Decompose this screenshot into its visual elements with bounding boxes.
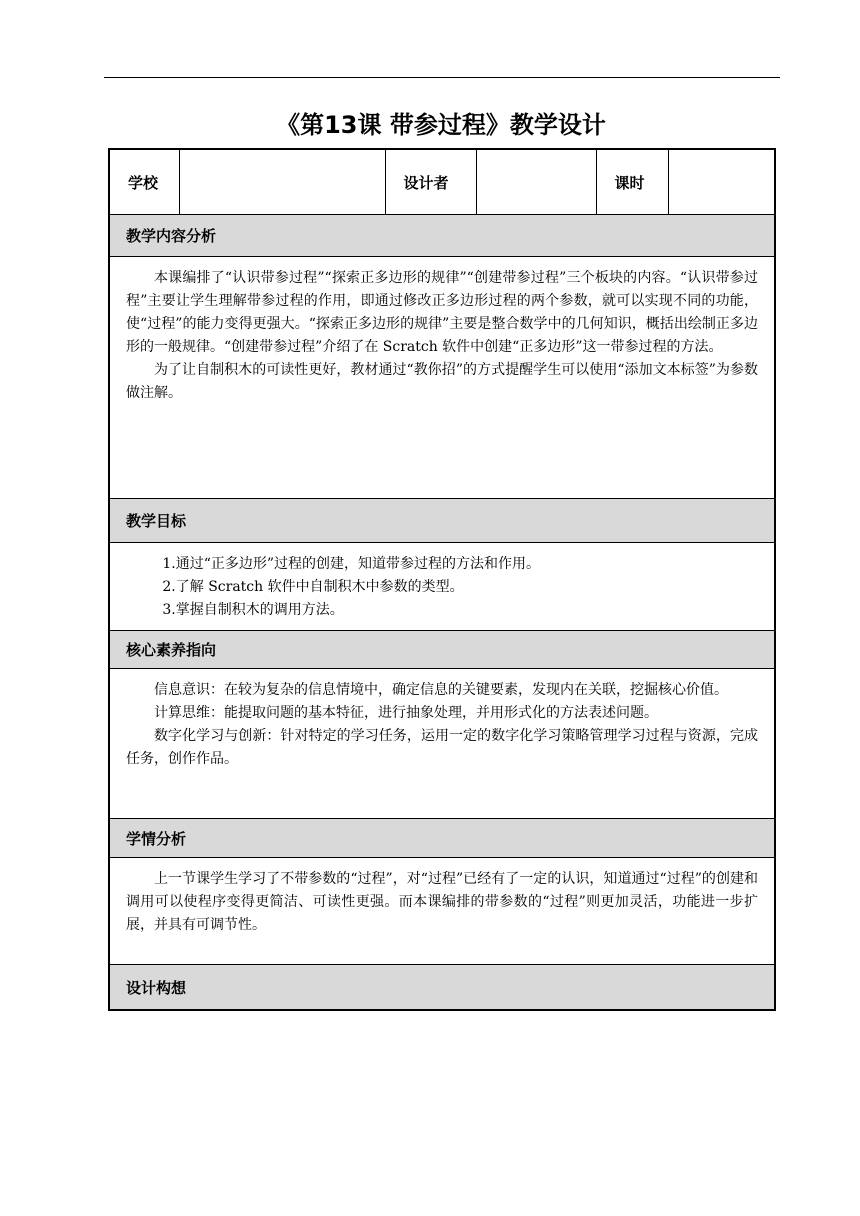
objectives-body-row <box>109 543 775 631</box>
content-analysis-paragraph: 为了让自制积木的可读性更好，教材通过“教你招”的方式提醒学生可以使用“添加文本标签”为参数做注解。 <box>126 362 758 401</box>
objective-item: 3.掌握自制积木的调用方法。 <box>162 602 344 618</box>
design-concept-heading-row <box>109 965 775 1011</box>
objective-item: 1.通过“正多边形”过程的创建，知道带参过程的方法和作用。 <box>162 556 541 572</box>
core-literacy-paragraph: 计算思维：能提取问题的基本特征，进行抽象处理，并用形式化的方法表述问题。 <box>154 705 658 721</box>
core-literacy-heading-row <box>109 631 775 669</box>
core-literacy-body-row <box>109 669 775 819</box>
design-concept-heading: 设计构想 <box>109 965 775 1011</box>
core-literacy-heading: 核心素养指向 <box>109 631 775 669</box>
period-value <box>668 149 775 215</box>
school-value <box>179 149 385 215</box>
learner-analysis-body <box>109 858 775 965</box>
learner-analysis-body-row <box>109 858 775 965</box>
content-analysis-heading-row <box>109 215 775 257</box>
school-label: 学校 <box>109 149 179 215</box>
objectives-body <box>109 543 775 631</box>
designer-label: 设计者 <box>385 149 476 215</box>
info-row <box>109 149 775 215</box>
learner-analysis-paragraph: 上一节课学生学习了不带参数的“过程”，对“过程”已经有了一定的认识，知道通过“过程”的创建和调用可以使程序变得更简洁、可读性更强。而本课编排的带参数的“过程”则更加灵活，功能进一步扩展，并具有可调节性。 <box>126 871 758 933</box>
core-literacy-paragraph: 数字化学习与创新：针对特定的学习任务，运用一定的数字化学习策略管理学习过程与资源，完成任务，创作作品。 <box>126 728 758 767</box>
learner-analysis-heading: 学情分析 <box>109 819 775 858</box>
content-analysis-body-row <box>109 257 775 499</box>
content-analysis-body <box>109 257 775 499</box>
objectives-heading: 教学目标 <box>109 499 775 543</box>
learner-analysis-heading-row <box>109 819 775 858</box>
core-literacy-paragraph: 信息意识：在较为复杂的信息情境中，确定信息的关键要素，发现内在关联，挖掘核心价值。 <box>154 682 728 698</box>
objectives-heading-row <box>109 499 775 543</box>
designer-value <box>476 149 596 215</box>
document-title: 《第13课 带参过程》教学设计 <box>276 111 606 139</box>
lesson-plan-table <box>108 148 776 1011</box>
objective-item: 2.了解 Scratch 软件中自制积木中参数的类型。 <box>162 579 464 595</box>
content-analysis-paragraph: 本课编排了“认识带参过程”“探索正多边形的规律”“创建带参过程”三个板块的内容。“认识带参过程”主要让学生理解带参过程的作用，即通过修改正多边形过程的两个参数，就可以实现不同的功能，使“过程”的能力变得更强大。“探索正多边形的规律”主要是整合数学中的几何知识，概括出绘制正多边形的一般规律。“创建带参过程”介绍了在 Scratch 软件中创建“正多边形”这一带参过程的方法。 <box>126 270 758 355</box>
header-rule <box>104 77 780 78</box>
content-analysis-heading: 教学内容分析 <box>109 215 775 257</box>
core-literacy-body <box>109 669 775 819</box>
period-label: 课时 <box>596 149 668 215</box>
